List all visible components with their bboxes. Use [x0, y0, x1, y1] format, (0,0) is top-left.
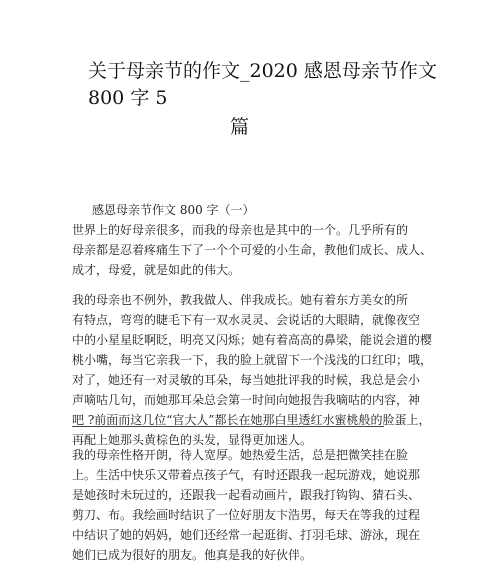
paragraph-line: 世界上的好母亲很多，而我的母亲也是其中的一个。几乎所有的	[72, 223, 409, 237]
paragraph-line: 对了，她还有一对灵敏的耳朵，每当她批评我的时候，我总是会小	[72, 373, 421, 387]
paragraph-1	[72, 220, 433, 280]
section-heading: 感恩母亲节作文 800 字（一）	[92, 203, 255, 217]
paragraph-line: 中结识了她的妈妈，她们还经常一起逛街、打羽毛球、游泳，现在	[72, 528, 421, 542]
paragraph-line: 成才，母爱，就是如此的伟大。	[72, 263, 241, 277]
title-line-1: 关于母亲节的作文_2020 感恩母亲节作文	[88, 60, 437, 82]
paragraph-line: 有特点，弯弯的睫毛下有一双水灵灵、会说话的大眼睛，就像夜空	[72, 313, 421, 327]
paragraph-line: 中的小星星眨啊眨，明亮又闪烁；她有着高高的鼻梁，能说会道的樱	[72, 333, 433, 347]
paragraph-line: 母亲都是忍着疼痛生下了一个个可爱的小生命，教他们成长、成人、	[72, 243, 433, 257]
paragraph-line: 是她孩时未玩过的，还跟我一起看动画片，跟我打钩钩、猜石头、	[72, 488, 421, 502]
title-line-3: 篇	[230, 116, 250, 138]
paragraph-line: 我的母亲性格开朗，待人宽厚。她热爱生活，总是把微笑挂在脸	[72, 448, 409, 462]
paragraph-line: 上。生活中快乐又带着点孩子气，有时还跟我一起玩游戏，她说那	[72, 468, 421, 482]
paragraph-line: 剪刀、布。我绘画时结识了一位好朋友卞浩男，每天在等我的过程	[72, 508, 421, 522]
title-line-2: 800 字 5	[88, 87, 168, 109]
paragraph-line: 声嘀咕几句，而她那耳朵总会第一时间向她报告我嘀咕的内容，神	[72, 393, 421, 407]
paragraph-line: 她们已成为很好的朋友。他真是我的好伙伴。	[72, 548, 313, 562]
paragraph-3	[72, 445, 421, 565]
paragraph-line: 吧 ?前面而这几位“官大人”都长在她那白里透红水蜜桃般的脸蛋上，	[72, 413, 431, 427]
paragraph-line: 我的母亲也不例外，教我做人、伴我成长。她有着东方美女的所	[72, 293, 409, 307]
paragraph-line: 再配上她那头黄棕色的头发，显得更加迷人。	[72, 433, 313, 447]
paragraph-line: 桃小嘴，每当它亲我一下，我的脸上就留下一个浅浅的口红印；哦，	[72, 353, 433, 367]
divider-line	[72, 426, 384, 427]
document-title	[88, 58, 437, 138]
